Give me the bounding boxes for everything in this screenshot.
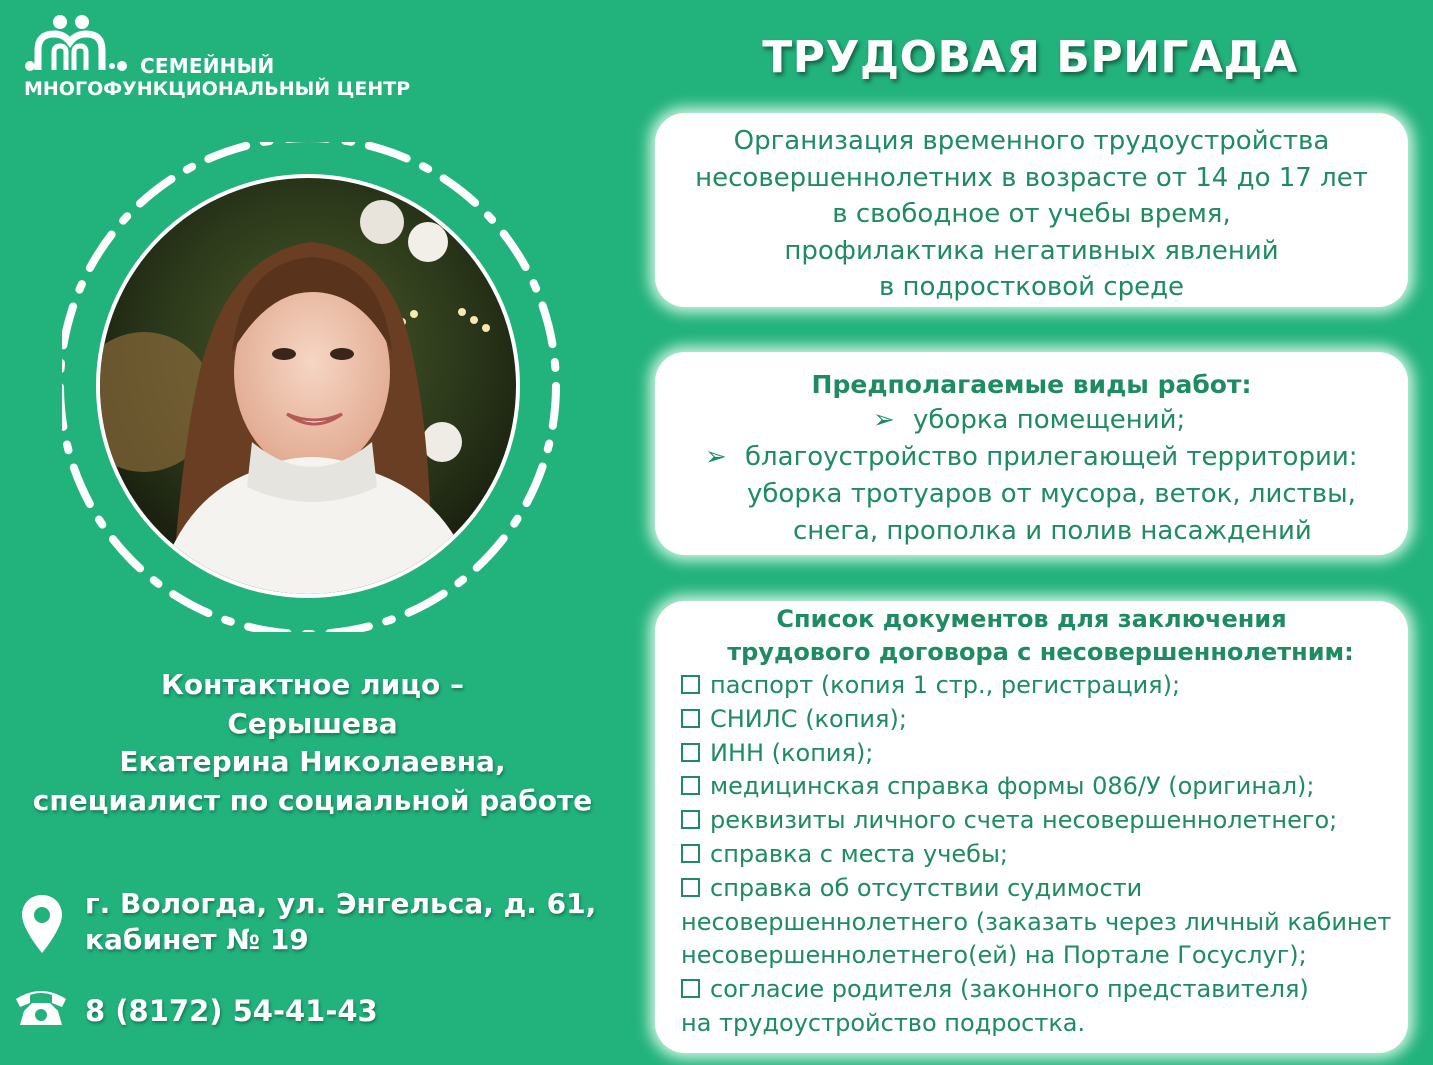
contact-line: Контактное лицо – [160, 668, 464, 701]
works-item [655, 439, 1408, 476]
intro-line: Организация временного трудоустройства [733, 126, 1330, 156]
intro-line: в свободное от учебы время, [832, 199, 1231, 229]
organization-logo [24, 14, 444, 104]
phone-number[interactable]: 8 (8172) 54-41-43 [85, 994, 378, 1028]
document-item [655, 973, 1408, 1007]
works-item-text: уборка помещений; [913, 405, 1186, 435]
works-item-text: благоустройство прилегающей территории: [745, 442, 1358, 472]
document-item-text: СНИЛС (копия); [710, 704, 907, 733]
address-line1: г. Вологда, ул. Энгельса, д. 61, [85, 887, 597, 920]
checkbox-icon [681, 844, 700, 863]
document-item-text: ИНН (копия); [710, 738, 874, 767]
document-item-cont: несовершеннолетнего(ей) на Портале Госуслуг); [681, 941, 1307, 970]
contact-line: Серышева [227, 706, 398, 740]
location-pin-icon [20, 893, 64, 955]
intro-line: профилактика негативных явлений [784, 235, 1279, 266]
document-item-text: согласие родителя (законного представителя) [710, 975, 1309, 1004]
intro-line: в подростковой среде [878, 272, 1185, 302]
intro-card [655, 113, 1408, 307]
telephone-icon [12, 985, 70, 1029]
checkbox-icon [681, 743, 700, 762]
works-item-cont: уборка тротуаров от мусора, веток, листвы, [747, 479, 1356, 509]
documents-title-line2: трудового договора с несовершеннолетним: [727, 638, 1354, 666]
address-line2: кабинет № 19 [85, 923, 309, 956]
checkbox-icon [681, 810, 700, 829]
family-logo-icon [24, 14, 134, 74]
arrow-bullet-icon: ➢ [705, 442, 727, 472]
page-title: ТРУДОВАЯ БРИГАДА [762, 32, 1298, 83]
document-item-cont: на трудоустройство подростка. [681, 1008, 1086, 1037]
contact-photo-frame [62, 142, 562, 632]
works-card [655, 352, 1408, 555]
intro-line: несовершеннолетних в возрасте от 14 до 17 лет [695, 162, 1368, 193]
document-item [655, 872, 1408, 906]
document-item [655, 703, 1408, 737]
checkbox-icon [681, 776, 700, 795]
document-item-text: справка об отсутствии судимости [710, 873, 1143, 902]
document-item [655, 838, 1408, 872]
contact-person [0, 666, 625, 820]
documents-title-line1: Список документов для заключения [776, 605, 1287, 633]
arrow-bullet-icon: ➢ [873, 405, 895, 435]
document-item-cont: несовершеннолетнего (заказать через личный кабинет [681, 907, 1392, 936]
logo-text-line1: СЕМЕЙНЫЙ [140, 54, 275, 78]
document-item [655, 770, 1408, 804]
contact-line: Екатерина Николаевна, [119, 745, 506, 778]
document-item-text: справка с места учебы; [710, 839, 1008, 868]
document-item [655, 804, 1408, 838]
documents-card [655, 601, 1408, 1053]
document-item-text: паспорт (копия 1 стр., регистрация); [710, 671, 1181, 699]
document-item [655, 737, 1408, 771]
logo-text-line2: МНОГОФУНКЦИОНАЛЬНЫЙ ЦЕНТР [24, 78, 411, 100]
document-item [655, 669, 1408, 703]
contact-line: специалист по социальной работе [32, 783, 593, 817]
works-title: Предполагаемые виды работ: [811, 370, 1252, 399]
checkbox-icon [681, 878, 700, 897]
works-item [655, 402, 1408, 439]
works-item-cont: снега, прополка и полив насаждений [793, 516, 1312, 546]
checkbox-icon [681, 979, 700, 998]
contact-photo [62, 142, 562, 632]
document-item-text: реквизиты личного счета несовершеннолетнего; [710, 806, 1338, 835]
checkbox-icon [681, 675, 700, 694]
document-item-text: медицинская справка формы 086/У (оригинал); [710, 772, 1315, 801]
checkbox-icon [681, 709, 700, 728]
address [85, 886, 596, 958]
